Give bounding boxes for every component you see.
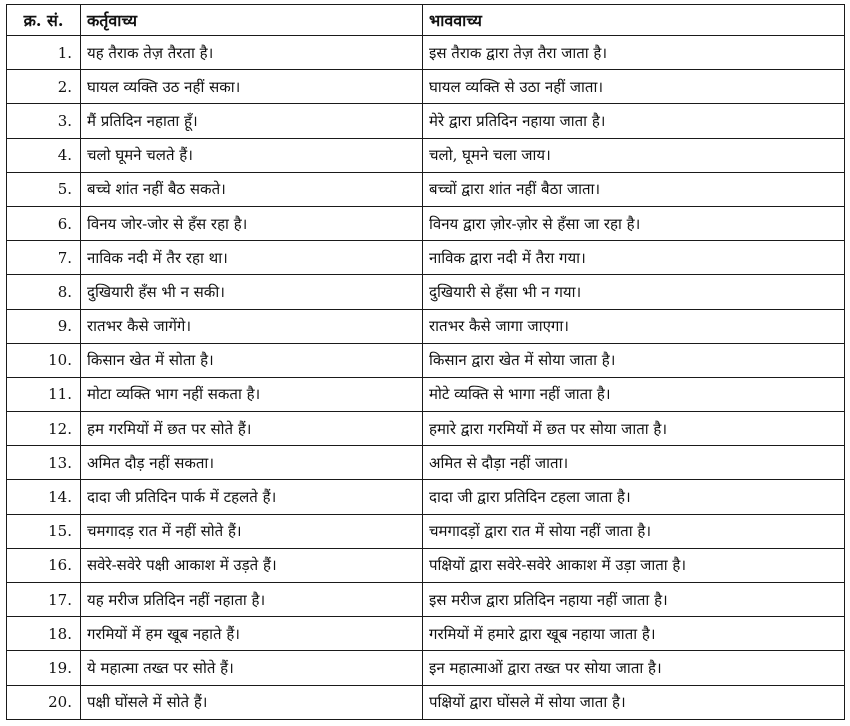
header-row <box>7 5 845 36</box>
impersonal-voice-cell: मेरे द्वारा प्रतिदिन नहाया जाता है। <box>423 104 845 138</box>
table-row <box>7 343 845 377</box>
active-voice-cell: यह मरीज प्रतिदिन नहीं नहाता है। <box>81 583 423 617</box>
impersonal-voice-cell: इस तैराक द्वारा तेज़ तैरा जाता है। <box>423 36 845 70</box>
header-serial-number: क्र. सं. <box>7 5 81 36</box>
impersonal-voice-cell: दुखियारी से हँसा भी न गया। <box>423 275 845 309</box>
table-row <box>7 172 845 206</box>
table-row <box>7 480 845 514</box>
serial-number-cell: 3. <box>7 104 81 138</box>
table-header <box>7 5 845 36</box>
serial-number-cell: 8. <box>7 275 81 309</box>
serial-number-cell: 1. <box>7 36 81 70</box>
impersonal-voice-cell: बच्चों द्वारा शांत नहीं बैठा जाता। <box>423 172 845 206</box>
serial-number-cell: 7. <box>7 241 81 275</box>
active-voice-cell: पक्षी घोंसले में सोते हैं। <box>81 685 423 719</box>
impersonal-voice-cell: चमगादड़ों द्वारा रात में सोया नहीं जाता है। <box>423 514 845 548</box>
active-voice-cell: चमगादड़ रात में नहीं सोते हैं। <box>81 514 423 548</box>
impersonal-voice-cell: घायल व्यक्ति से उठा नहीं जाता। <box>423 70 845 104</box>
table-row <box>7 206 845 240</box>
header-active-voice: कर्तृवाच्य <box>81 5 423 36</box>
active-voice-cell: गरमियों में हम खूब नहाते हैं। <box>81 617 423 651</box>
active-voice-cell: हम गरमियों में छत पर सोते हैं। <box>81 412 423 446</box>
voice-conversion-table <box>6 4 845 720</box>
impersonal-voice-cell: अमित से दौड़ा नहीं जाता। <box>423 446 845 480</box>
active-voice-cell: ये महात्मा तख्त पर सोते हैं। <box>81 651 423 685</box>
impersonal-voice-cell: हमारे द्वारा गरमियों में छत पर सोया जाता है। <box>423 412 845 446</box>
serial-number-cell: 9. <box>7 309 81 343</box>
serial-number-cell: 11. <box>7 377 81 411</box>
impersonal-voice-cell: किसान द्वारा खेत में सोया जाता है। <box>423 343 845 377</box>
impersonal-voice-cell: पक्षियों द्वारा सवेरे-सवेरे आकाश में उड़ा जाता है। <box>423 548 845 582</box>
table-row <box>7 377 845 411</box>
impersonal-voice-cell: गरमियों में हमारे द्वारा खूब नहाया जाता है। <box>423 617 845 651</box>
active-voice-cell: यह तैराक तेज़ तैरता है। <box>81 36 423 70</box>
serial-number-cell: 19. <box>7 651 81 685</box>
impersonal-voice-cell: विनय द्वारा ज़ोर-ज़ोर से हँसा जा रहा है। <box>423 206 845 240</box>
impersonal-voice-cell: दादा जी द्वारा प्रतिदिन टहला जाता है। <box>423 480 845 514</box>
table-row <box>7 548 845 582</box>
active-voice-cell: दुखियारी हँस भी न सकी। <box>81 275 423 309</box>
active-voice-cell: चलो घूमने चलते हैं। <box>81 138 423 172</box>
active-voice-cell: अमित दौड़ नहीं सकता। <box>81 446 423 480</box>
serial-number-cell: 13. <box>7 446 81 480</box>
active-voice-cell: दादा जी प्रतिदिन पार्क में टहलते हैं। <box>81 480 423 514</box>
active-voice-cell: रातभर कैसे जागेंगे। <box>81 309 423 343</box>
serial-number-cell: 15. <box>7 514 81 548</box>
serial-number-cell: 10. <box>7 343 81 377</box>
table-row <box>7 651 845 685</box>
table-row <box>7 275 845 309</box>
active-voice-cell: विनय जोर-जोर से हँस रहा है। <box>81 206 423 240</box>
serial-number-cell: 12. <box>7 412 81 446</box>
table-body <box>7 36 845 720</box>
active-voice-cell: घायल व्यक्ति उठ नहीं सका। <box>81 70 423 104</box>
active-voice-cell: मैं प्रतिदिन नहाता हूँ। <box>81 104 423 138</box>
impersonal-voice-cell: इस मरीज द्वारा प्रतिदिन नहाया नहीं जाता है। <box>423 583 845 617</box>
table-row <box>7 104 845 138</box>
header-impersonal-voice: भाववाच्य <box>423 5 845 36</box>
impersonal-voice-cell: चलो, घूमने चला जाय। <box>423 138 845 172</box>
impersonal-voice-cell: पक्षियों द्वारा घोंसले में सोया जाता है। <box>423 685 845 719</box>
active-voice-cell: नाविक नदी में तैर रहा था। <box>81 241 423 275</box>
serial-number-cell: 2. <box>7 70 81 104</box>
table-row <box>7 617 845 651</box>
serial-number-cell: 4. <box>7 138 81 172</box>
serial-number-cell: 6. <box>7 206 81 240</box>
serial-number-cell: 17. <box>7 583 81 617</box>
table-row <box>7 309 845 343</box>
impersonal-voice-cell: रातभर कैसे जागा जाएगा। <box>423 309 845 343</box>
table-row <box>7 685 845 719</box>
active-voice-cell: बच्चे शांत नहीं बैठ सकते। <box>81 172 423 206</box>
active-voice-cell: मोटा व्यक्ति भाग नहीं सकता है। <box>81 377 423 411</box>
serial-number-cell: 20. <box>7 685 81 719</box>
serial-number-cell: 16. <box>7 548 81 582</box>
table-row <box>7 241 845 275</box>
serial-number-cell: 18. <box>7 617 81 651</box>
impersonal-voice-cell: नाविक द्वारा नदी में तैरा गया। <box>423 241 845 275</box>
active-voice-cell: किसान खेत में सोता है। <box>81 343 423 377</box>
serial-number-cell: 14. <box>7 480 81 514</box>
table-row <box>7 583 845 617</box>
table-row <box>7 446 845 480</box>
serial-number-cell: 5. <box>7 172 81 206</box>
table-row <box>7 514 845 548</box>
active-voice-cell: सवेरे-सवेरे पक्षी आकाश में उड़ते हैं। <box>81 548 423 582</box>
table-row <box>7 138 845 172</box>
table-row <box>7 70 845 104</box>
impersonal-voice-cell: मोटे व्यक्ति से भागा नहीं जाता है। <box>423 377 845 411</box>
impersonal-voice-cell: इन महात्माओं द्वारा तख्त पर सोया जाता है। <box>423 651 845 685</box>
table-row <box>7 412 845 446</box>
table-row <box>7 36 845 70</box>
